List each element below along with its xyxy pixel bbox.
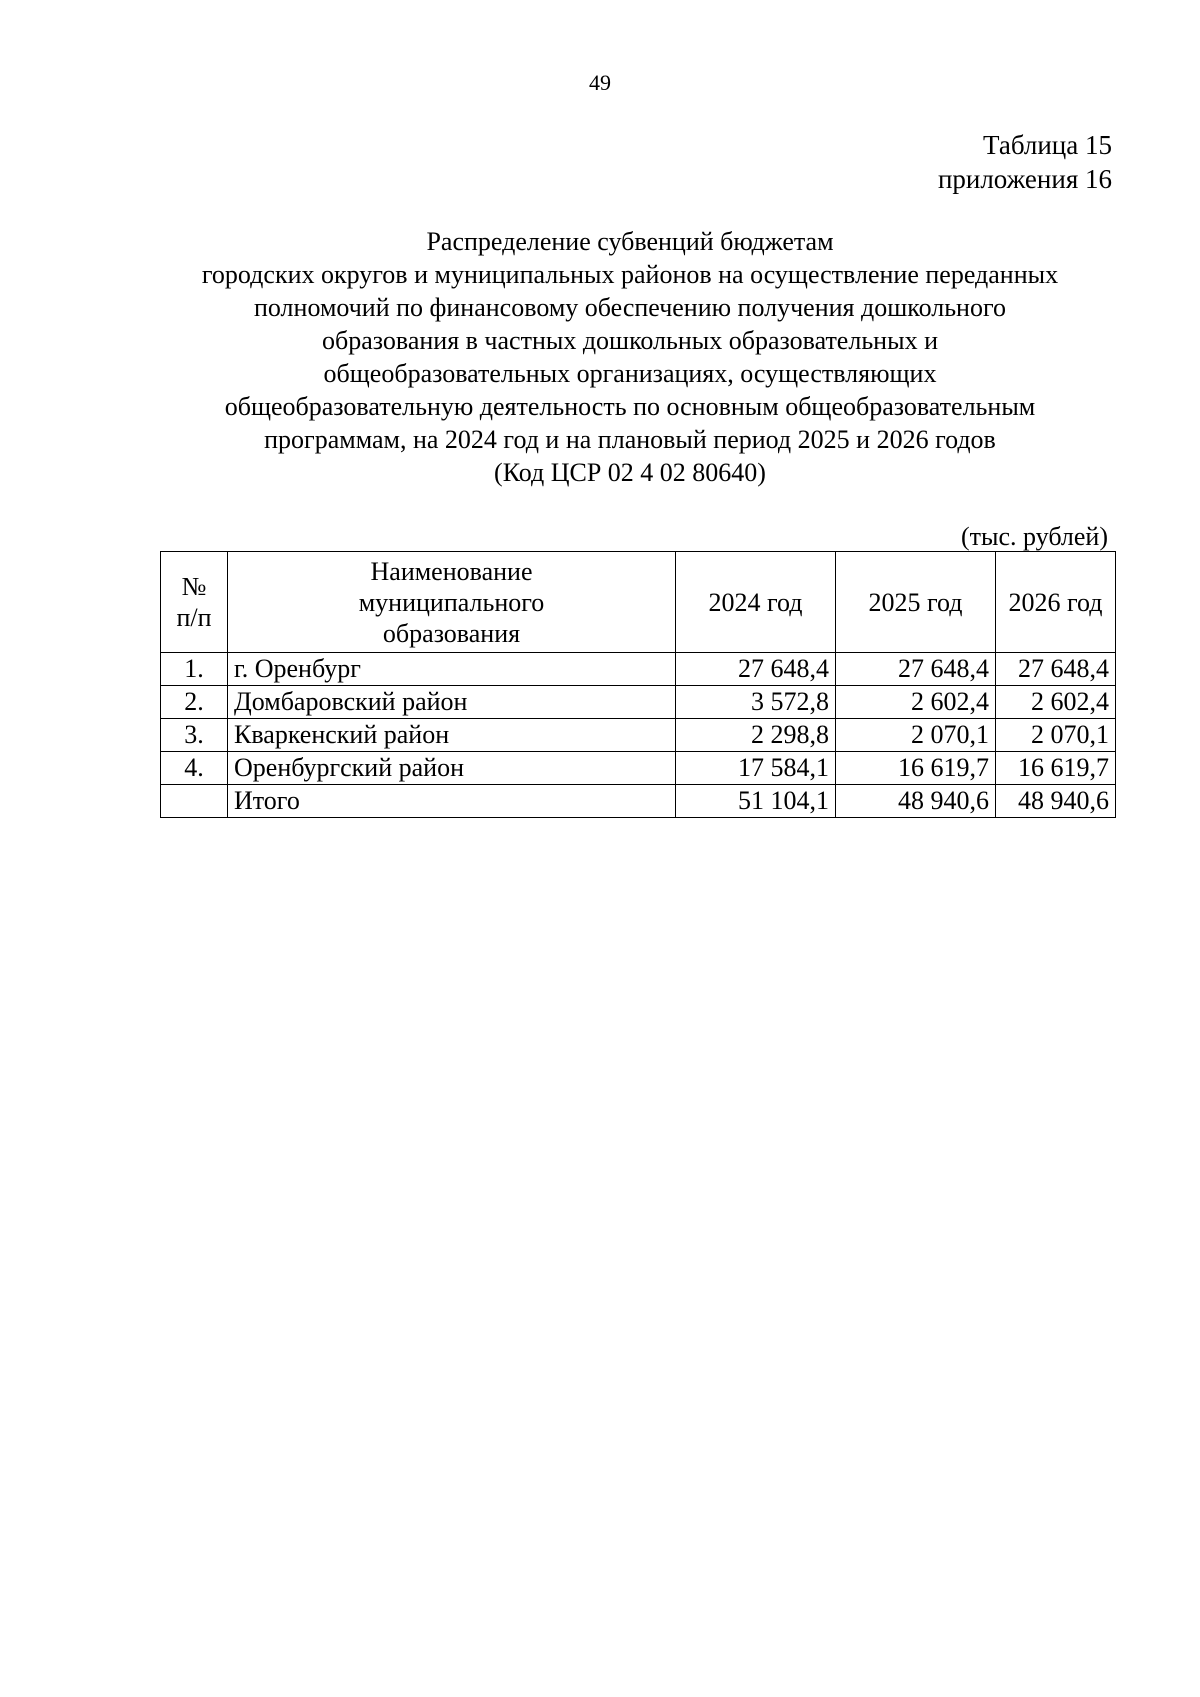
table-total-row [161, 785, 1116, 818]
row-number: 2. [161, 686, 228, 719]
table-row [161, 752, 1116, 785]
row-value-2025: 2 070,1 [836, 719, 996, 752]
total-value-2024: 51 104,1 [676, 785, 836, 818]
title-code-line: (Код ЦСР 02 4 02 80640) [494, 458, 766, 487]
header-year-2026: 2026 год [996, 552, 1116, 653]
row-value-2024: 3 572,8 [676, 686, 836, 719]
title-line: полномочий по финансовому обеспечению получения дошкольного [253, 293, 1006, 322]
units-label: (тыс. рублей) [960, 522, 1108, 551]
row-value-2025: 2 602,4 [836, 686, 996, 719]
row-value-2026: 16 619,7 [996, 752, 1116, 785]
total-label: Итого [228, 785, 676, 818]
title-line: Распределение субвенций бюджетам [426, 227, 834, 256]
table-row [161, 653, 1116, 686]
row-value-2025: 16 619,7 [836, 752, 996, 785]
row-number: 4. [161, 752, 228, 785]
row-number: 3. [161, 719, 228, 752]
row-value-2026: 2 602,4 [996, 686, 1116, 719]
total-value-2025: 48 940,6 [836, 785, 996, 818]
total-number [161, 785, 228, 818]
row-value-2026: 27 648,4 [996, 653, 1116, 686]
table-row [161, 719, 1116, 752]
row-municipality: Оренбургский район [228, 752, 676, 785]
header-number-line-1: № [181, 572, 207, 601]
header-number [161, 552, 228, 653]
table-ref-line-1: Таблица 15 [983, 130, 1112, 160]
row-value-2024: 27 648,4 [676, 653, 836, 686]
header-year-2025: 2025 год [836, 552, 996, 653]
header-municipality [228, 552, 676, 653]
row-value-2024: 2 298,8 [676, 719, 836, 752]
row-municipality: Кваркенский район [228, 719, 676, 752]
table-ref-line-2: приложения 16 [937, 164, 1112, 194]
page-number: 49 [589, 70, 611, 95]
row-municipality: г. Оренбург [228, 653, 676, 686]
row-value-2025: 27 648,4 [836, 653, 996, 686]
title-line: программам, на 2024 год и на плановый период 2025 и 2026 годов [264, 425, 996, 454]
total-value-2026: 48 940,6 [996, 785, 1116, 818]
title-line: общеобразовательную деятельность по основным общеобразовательным [224, 392, 1036, 421]
row-value-2026: 2 070,1 [996, 719, 1116, 752]
row-municipality: Домбаровский район [228, 686, 676, 719]
header-municipality-line-1: Наименование [370, 556, 533, 586]
title-line: городских округов и муниципальных районов на осуществление переданных [201, 260, 1059, 289]
header-municipality-line-3: образования [382, 618, 521, 648]
header-number-line-2: п/п [176, 603, 212, 632]
header-municipality-line-2: муниципального [358, 587, 545, 617]
table-reference [938, 128, 1112, 196]
subsidy-table [160, 551, 1116, 818]
table-header-row [161, 552, 1116, 653]
row-value-2024: 17 584,1 [676, 752, 836, 785]
table-row [161, 686, 1116, 719]
title-line: общеобразовательных организациях, осуществляющих [323, 359, 937, 388]
header-year-2024: 2024 год [676, 552, 836, 653]
row-number: 1. [161, 653, 228, 686]
document-title [150, 225, 1110, 489]
title-line: образования в частных дошкольных образовательных и [322, 326, 938, 355]
